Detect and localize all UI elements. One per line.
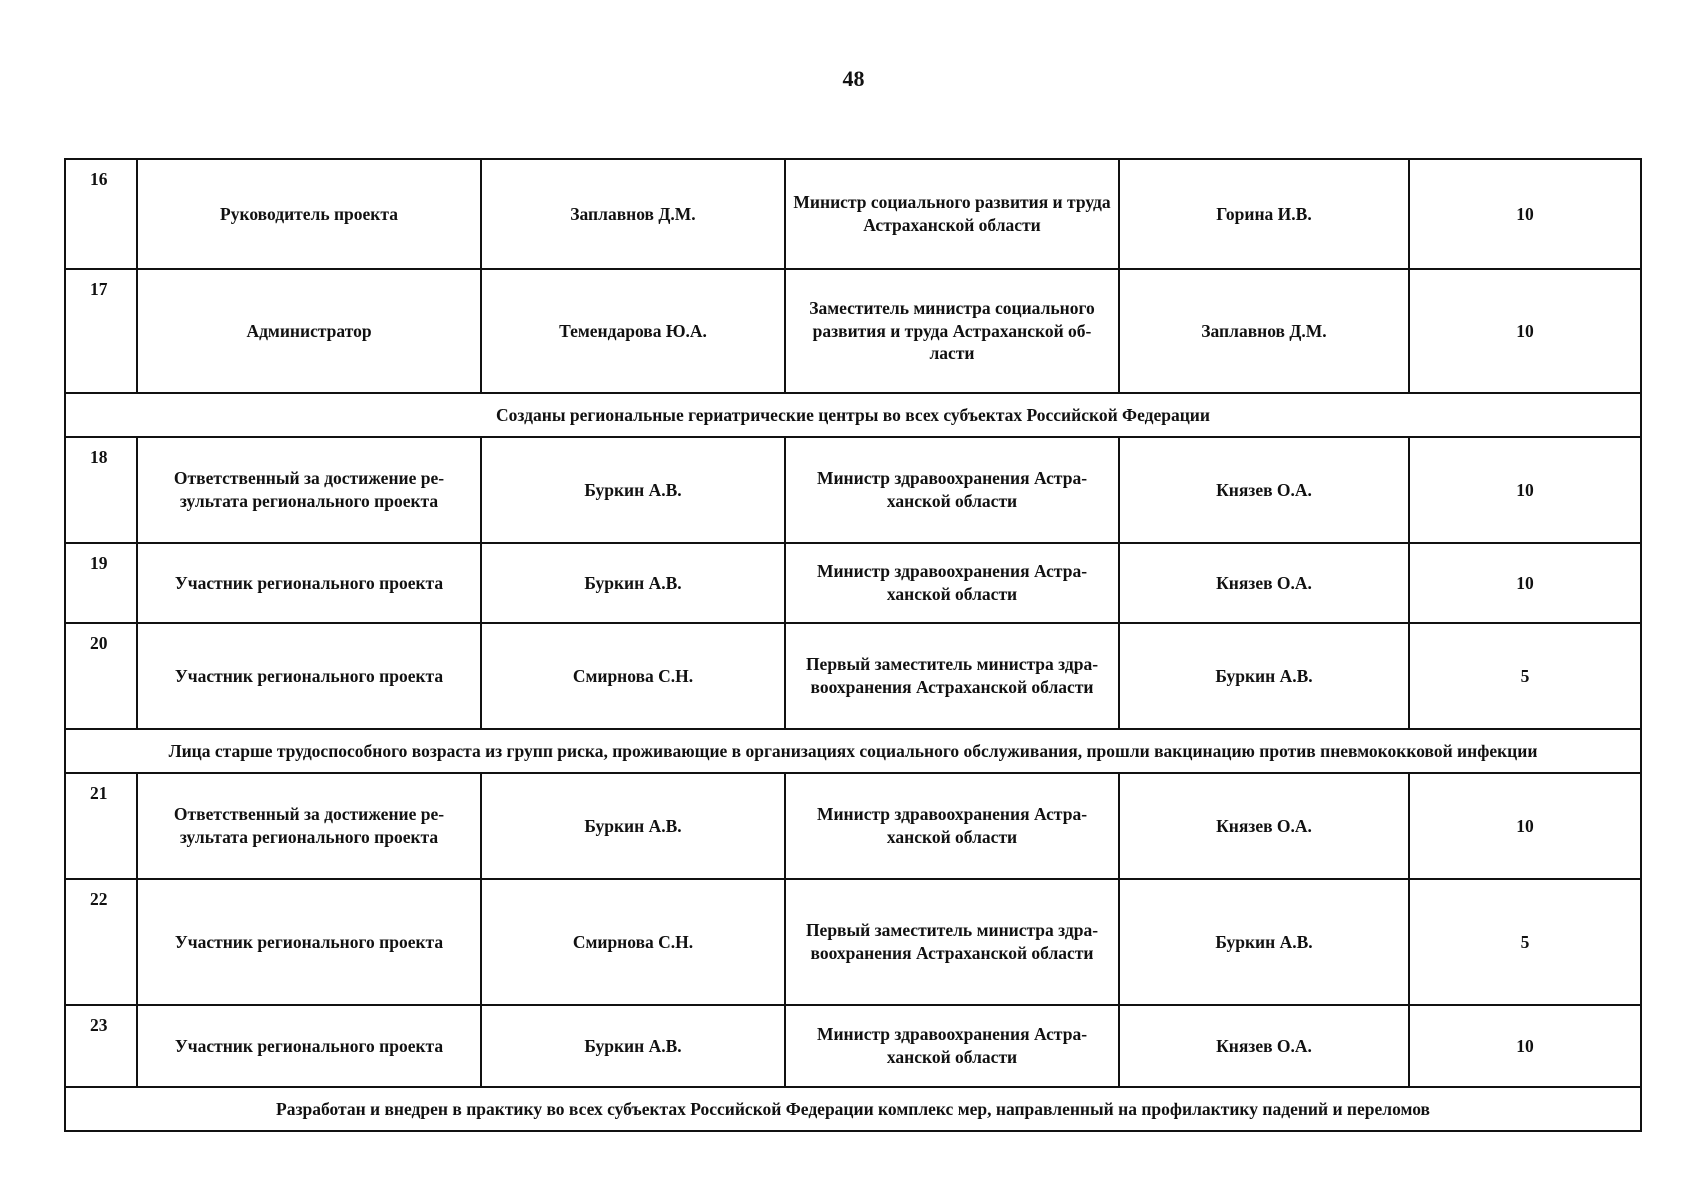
person-name-cell: Смирнова С.Н. xyxy=(481,879,785,1005)
supervisor-cell: Горина И.В. xyxy=(1119,159,1409,269)
section-title: Лица старше трудоспособного возраста из групп риска, проживающие в организациях социального обслуживания, прошли вакцинацию против пневмококковой инфекции xyxy=(65,729,1641,773)
row-number: 19 xyxy=(65,543,137,623)
table-row xyxy=(65,159,1641,269)
value-cell: 10 xyxy=(1409,437,1641,543)
section-title: Разработан и внедрен в практику во всех субъектах Российской Федерации комплекс мер, направленный на профилактику падений и переломов xyxy=(65,1087,1641,1131)
value-cell: 10 xyxy=(1409,269,1641,393)
value-cell: 10 xyxy=(1409,543,1641,623)
role-cell: Руководитель проекта xyxy=(137,159,481,269)
position-cell: Министр здравоохранения Астра-ханской области xyxy=(785,437,1119,543)
role-cell: Администратор xyxy=(137,269,481,393)
person-name-cell: Буркин А.В. xyxy=(481,437,785,543)
role-cell: Ответственный за достижение ре-зультата регионального проекта xyxy=(137,437,481,543)
row-number: 20 xyxy=(65,623,137,729)
table-row xyxy=(65,543,1641,623)
row-number: 17 xyxy=(65,269,137,393)
role-cell: Участник регионального проекта xyxy=(137,543,481,623)
page-number: 48 xyxy=(842,66,865,91)
table-row xyxy=(65,1005,1641,1087)
role-cell: Участник регионального проекта xyxy=(137,1005,481,1087)
supervisor-cell: Князев О.А. xyxy=(1119,543,1409,623)
person-name-cell: Буркин А.В. xyxy=(481,1005,785,1087)
row-number: 16 xyxy=(65,159,137,269)
position-cell: Первый заместитель министра здра-воохранения Астраханской области xyxy=(785,623,1119,729)
supervisor-cell: Буркин А.В. xyxy=(1119,623,1409,729)
value-cell: 10 xyxy=(1409,773,1641,879)
supervisor-cell: Буркин А.В. xyxy=(1119,879,1409,1005)
table-row xyxy=(65,437,1641,543)
role-cell: Участник регионального проекта xyxy=(137,623,481,729)
row-number: 21 xyxy=(65,773,137,879)
row-number: 22 xyxy=(65,879,137,1005)
position-cell: Заместитель министра социального развития и труда Астраханской об-ласти xyxy=(785,269,1119,393)
table-row xyxy=(65,623,1641,729)
table-body xyxy=(65,159,1641,1131)
value-cell: 10 xyxy=(1409,1005,1641,1087)
section-header-row xyxy=(65,393,1641,437)
position-cell: Первый заместитель министра здра-воохранения Астраханской области xyxy=(785,879,1119,1005)
value-cell: 10 xyxy=(1409,159,1641,269)
supervisor-cell: Заплавнов Д.М. xyxy=(1119,269,1409,393)
row-number: 18 xyxy=(65,437,137,543)
position-cell: Министр здравоохранения Астра-ханской области xyxy=(785,1005,1119,1087)
role-cell: Участник регионального проекта xyxy=(137,879,481,1005)
position-cell: Министр здравоохранения Астра-ханской области xyxy=(785,543,1119,623)
person-name-cell: Смирнова С.Н. xyxy=(481,623,785,729)
role-cell: Ответственный за достижение ре-зультата регионального проекта xyxy=(137,773,481,879)
row-number: 23 xyxy=(65,1005,137,1087)
person-name-cell: Буркин А.В. xyxy=(481,773,785,879)
person-name-cell: Темендарова Ю.А. xyxy=(481,269,785,393)
table-row xyxy=(65,773,1641,879)
position-cell: Министр социального развития и труда Астраханской области xyxy=(785,159,1119,269)
table-row xyxy=(65,269,1641,393)
value-cell: 5 xyxy=(1409,623,1641,729)
supervisor-cell: Князев О.А. xyxy=(1119,1005,1409,1087)
project-roles-table xyxy=(64,158,1642,1132)
section-header-row xyxy=(65,1087,1641,1131)
table-row xyxy=(65,879,1641,1005)
person-name-cell: Заплавнов Д.М. xyxy=(481,159,785,269)
supervisor-cell: Князев О.А. xyxy=(1119,773,1409,879)
position-cell: Министр здравоохранения Астра-ханской области xyxy=(785,773,1119,879)
section-title: Созданы региональные гериатрические центры во всех субъектах Российской Федерации xyxy=(65,393,1641,437)
person-name-cell: Буркин А.В. xyxy=(481,543,785,623)
section-header-row xyxy=(65,729,1641,773)
supervisor-cell: Князев О.А. xyxy=(1119,437,1409,543)
value-cell: 5 xyxy=(1409,879,1641,1005)
